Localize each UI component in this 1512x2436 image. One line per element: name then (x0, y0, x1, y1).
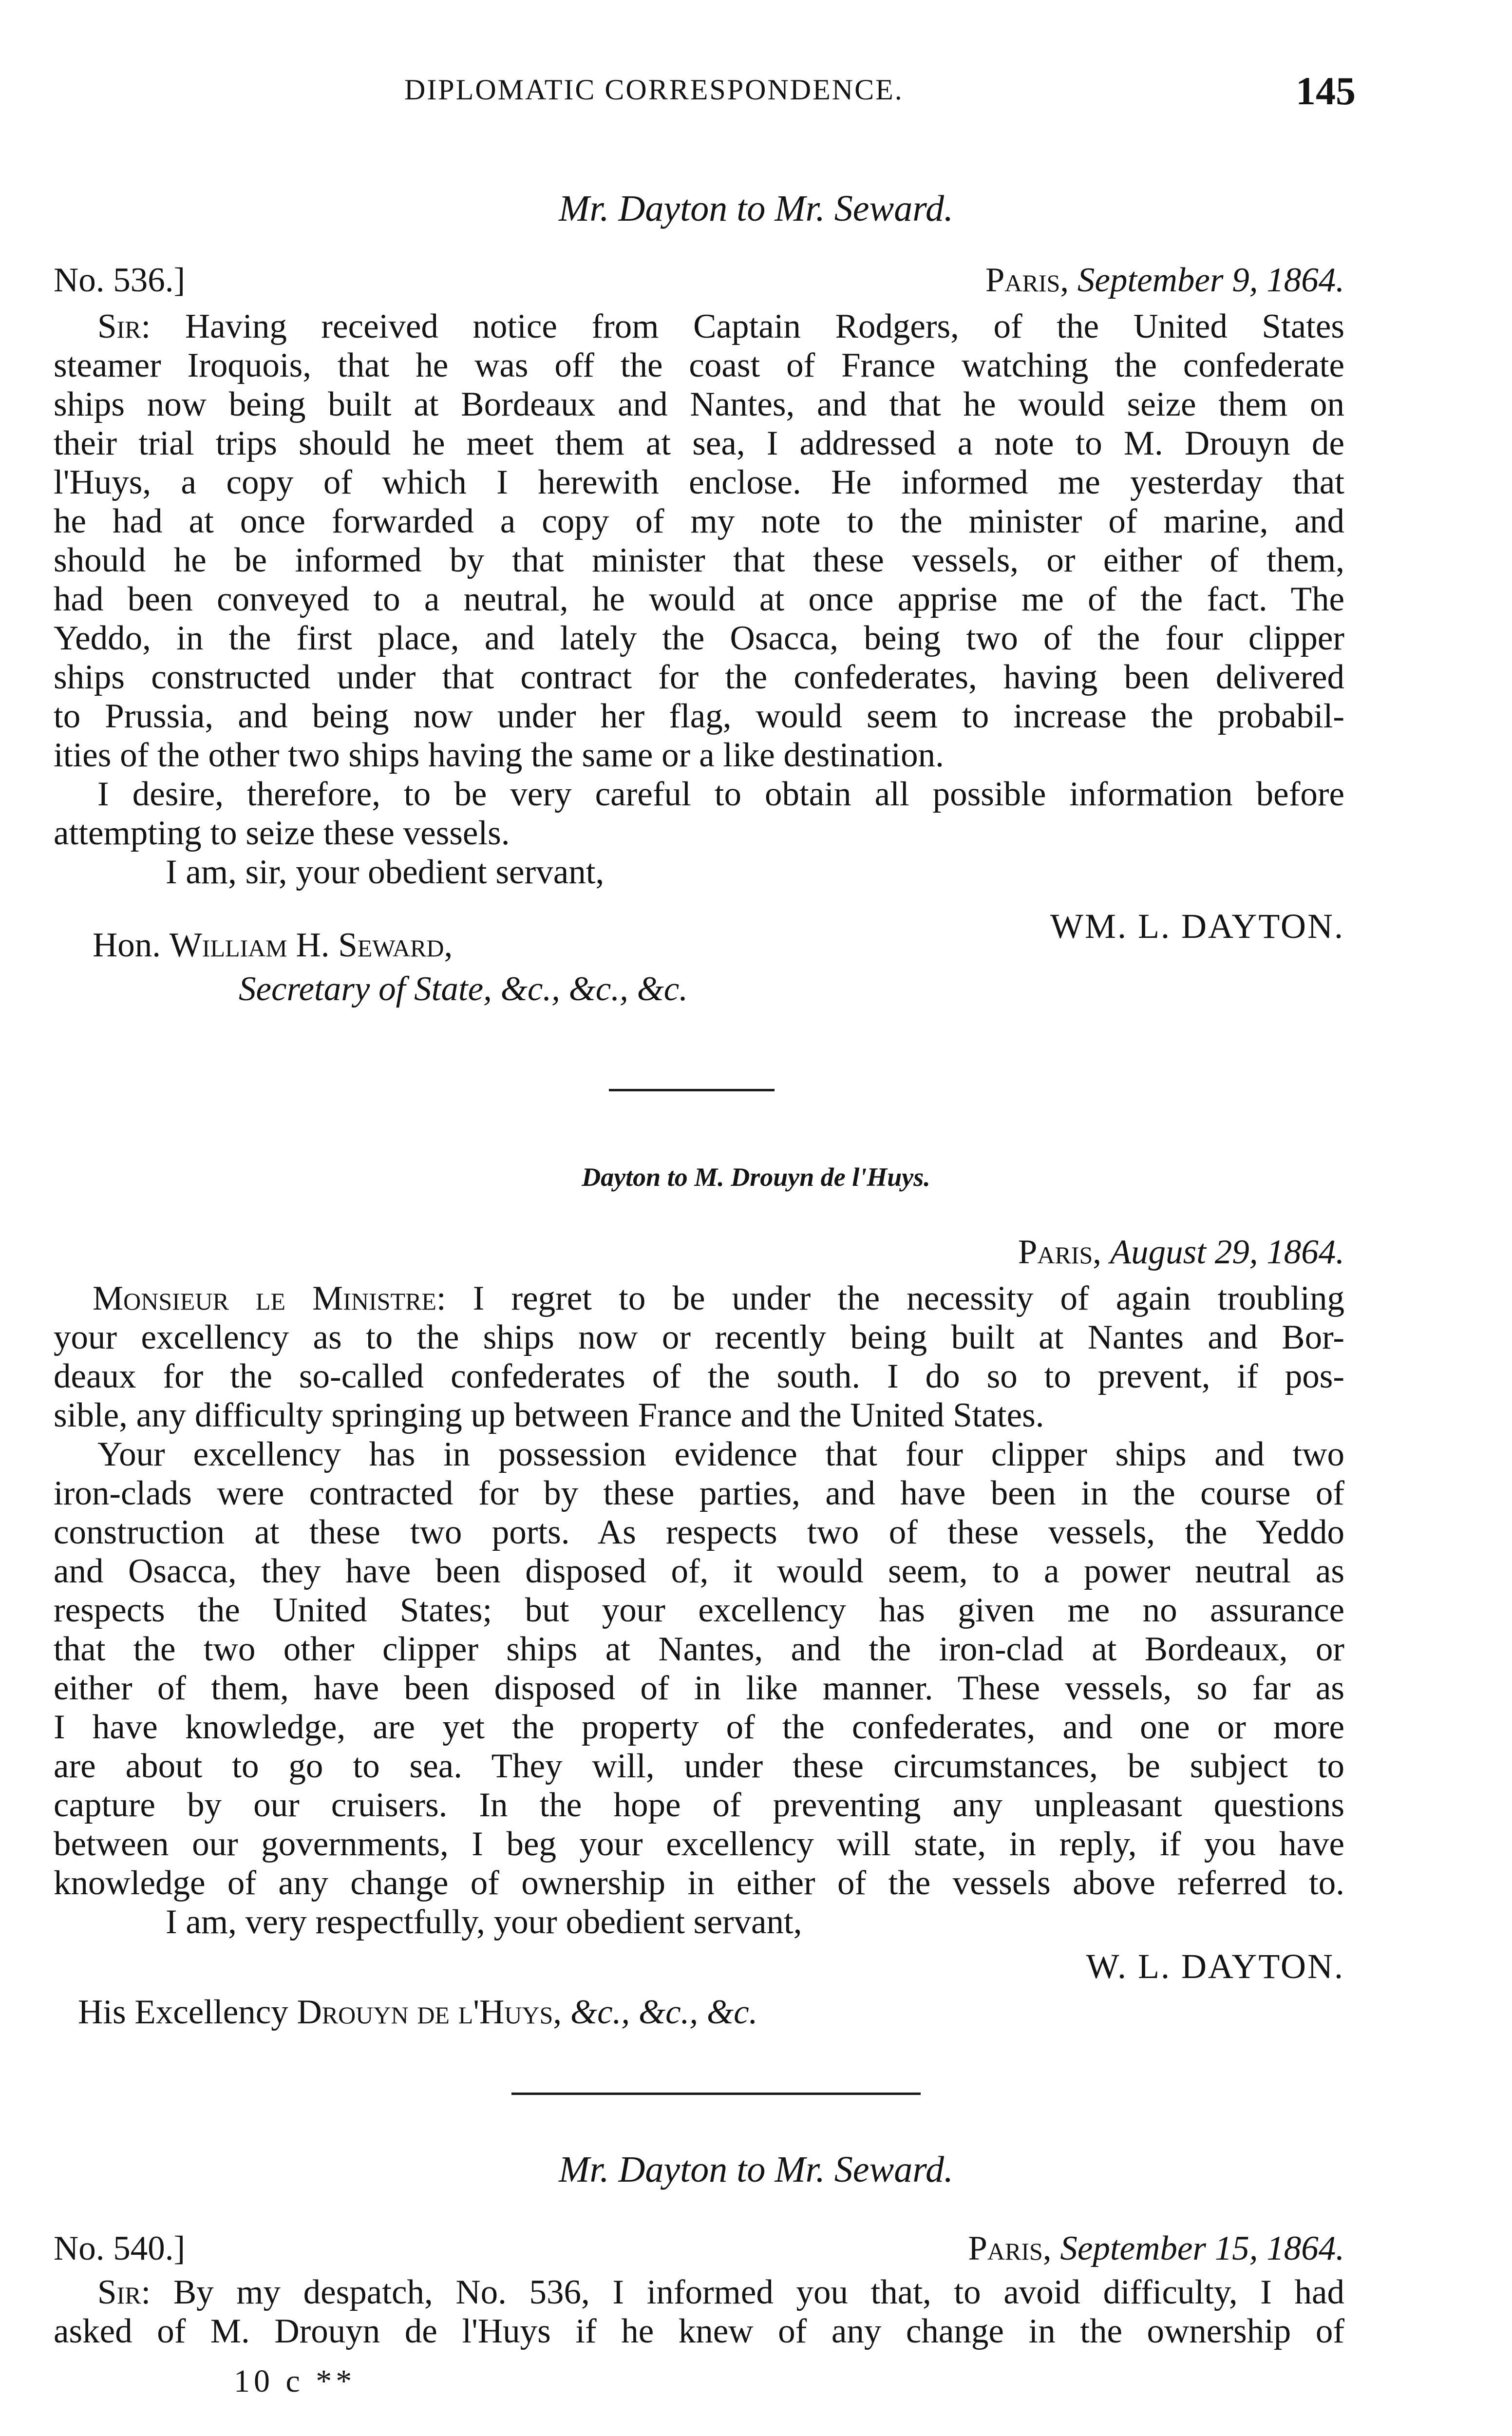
letter-3-heading: Mr. Dayton to Mr. Seward. (559, 2149, 953, 2190)
letter-3-line: asked of M. Drouyn de l'Huys if he knew of any change in the ownership of (54, 2312, 1344, 2350)
letter-3-number: No. 540.] (54, 2229, 186, 2267)
letter-1-text: Having received notice from Captain Rodgers, of the United States (185, 307, 1345, 345)
letter-1-line: their trial trips should he meet them at sea, I addressed a note to M. Drouyn de (54, 424, 1344, 462)
letter-2-line: capture by our cruisers. In the hope of preventing any unpleasant questions (54, 1786, 1344, 1824)
letter-1-line: Yeddo, in the first place, and lately the Osacca, being two of the four clipper (54, 619, 1344, 657)
letter-1-addressee-name: William H. Seward, (169, 926, 453, 964)
letter-2-line: respects the United States; but your excellency has given me no assurance (54, 1591, 1344, 1629)
letter-1-heading: Mr. Dayton to Mr. Seward. (559, 188, 953, 229)
letter-1-line: steamer Iroquois, that he was off the coast of France watching the confederate (54, 346, 1344, 384)
letter-2-date (54, 1233, 1344, 1272)
letter-1-addressee-title: Secretary of State, &c., &c., &c. (239, 970, 688, 1008)
letter-2-line: are about to go to sea. They will, under these circumstances, be subject to (54, 1747, 1344, 1785)
letter-1-line: ships now being built at Bordeaux and Nantes, and that he would seize them on (54, 385, 1344, 423)
letter-1-line: to Prussia, and being now under her flag, would seem to increase the probabil- (54, 697, 1344, 735)
letter-2-text: I regret to be under the necessity of again troubling (472, 1279, 1344, 1317)
letter-2-line: construction at these two ports. As respects two of these vessels, the Yeddo (54, 1513, 1344, 1551)
letter-1-line: should he be informed by that minister that these vessels, or either of them, (54, 541, 1344, 579)
letter-2-line: knowledge of any change of ownership in either of the vessels above referred to. (54, 1864, 1344, 1902)
letter-3-date-place: Paris, (968, 2229, 1052, 2267)
section-divider (511, 2093, 921, 2095)
letter-1-line (97, 307, 1344, 346)
letter-1-line: l'Huys, a copy of which I herewith enclose. He informed me yesterday that (54, 463, 1344, 501)
letter-2-line: either of them, have been disposed of in like manner. These vessels, so far as (54, 1669, 1344, 1707)
letter-2-line: that the two other clipper ships at Nantes, and the iron-clad at Bordeaux, or (54, 1630, 1344, 1668)
letter-2-line: between our governments, I beg your excellency will state, in reply, if you have (54, 1825, 1344, 1863)
letter-1-line: ships constructed under that contract for the confederates, having been delivered (54, 658, 1344, 696)
letter-2-date-place: Paris, (1018, 1233, 1102, 1271)
footer-signature: 10 c ** (234, 2363, 356, 2399)
letter-1-line: he had at once forwarded a copy of my note to the minister of marine, and (54, 502, 1344, 540)
letter-1-date-place: Paris, (985, 261, 1069, 299)
letter-1-number: No. 536.] (54, 261, 186, 299)
letter-3-text: By my despatch, No. 536, I informed you that, to avoid difficulty, I had (173, 2273, 1345, 2311)
letter-2-line: deaux for the so-called confederates of the south. I do so to prevent, if pos- (54, 1357, 1344, 1395)
letter-2-line: sible, any difficulty springing up between France and the United States. (54, 1396, 1044, 1434)
running-head: DIPLOMATIC CORRESPONDENCE. (404, 74, 904, 106)
letter-2-addressee-prefix: His Excellency (78, 1993, 288, 2031)
letter-2-line: and Osacca, they have been disposed of, it would seem, to a power neutral as (54, 1552, 1344, 1590)
letter-2-heading: Dayton to M. Drouyn de l'Huys. (582, 1162, 930, 1192)
letter-1-line: I desire, therefore, to be very careful to obtain all possible information before (97, 775, 1344, 813)
letter-1-salutation: Sir: (97, 307, 151, 345)
letter-2-line: Your excellency has in possession evidence that four clipper ships and two (97, 1435, 1344, 1473)
letter-2-addressee-title: &c., &c., &c. (570, 1993, 758, 2031)
letter-1-addressee-prefix: Hon. (93, 926, 161, 964)
letter-3-date-rest: September 15, 1864. (1060, 2229, 1344, 2267)
letter-2-date-rest: August 29, 1864. (1110, 1233, 1344, 1271)
letter-1-date-rest: September 9, 1864. (1077, 261, 1344, 299)
letter-3-line (97, 2273, 1344, 2312)
letter-2-salutation: Monsieur le Ministre: (93, 1279, 446, 1317)
letter-2-closing: I am, very respectfully, your obedient servant, (166, 1903, 802, 1941)
letter-2-addressee-name: Drouyn de l'Huys, (297, 1993, 562, 2031)
letter-1-signature: WM. L. DAYTON. (1050, 907, 1344, 946)
letter-3-date (54, 2229, 1344, 2268)
letter-1-line: had been conveyed to a neutral, he would at once apprise me of the fact. The (54, 580, 1344, 618)
letter-1-line: ities of the other two ships having the same or a like destination. (54, 736, 944, 774)
page-number: 145 (1296, 69, 1356, 113)
letter-2-signature: W. L. DAYTON. (1086, 1947, 1344, 1986)
section-divider (609, 1089, 775, 1091)
letter-1-date (54, 261, 1344, 300)
letter-2-addressee (78, 1993, 1369, 2032)
letter-1-addressee (93, 926, 1383, 965)
letter-3-salutation: Sir: (97, 2273, 151, 2311)
letter-1-line: attempting to seize these vessels. (54, 814, 510, 852)
letter-2-line: I have knowledge, are yet the property of the confederates, and one or more (54, 1708, 1344, 1746)
letter-2-line: your excellency as to the ships now or recently being built at Nantes and Bor- (54, 1318, 1344, 1356)
letter-1-closing: I am, sir, your obedient servant, (166, 853, 605, 891)
letter-2-line (93, 1279, 1344, 1318)
letter-2-line: iron-clads were contracted for by these parties, and have been in the course of (54, 1474, 1344, 1512)
